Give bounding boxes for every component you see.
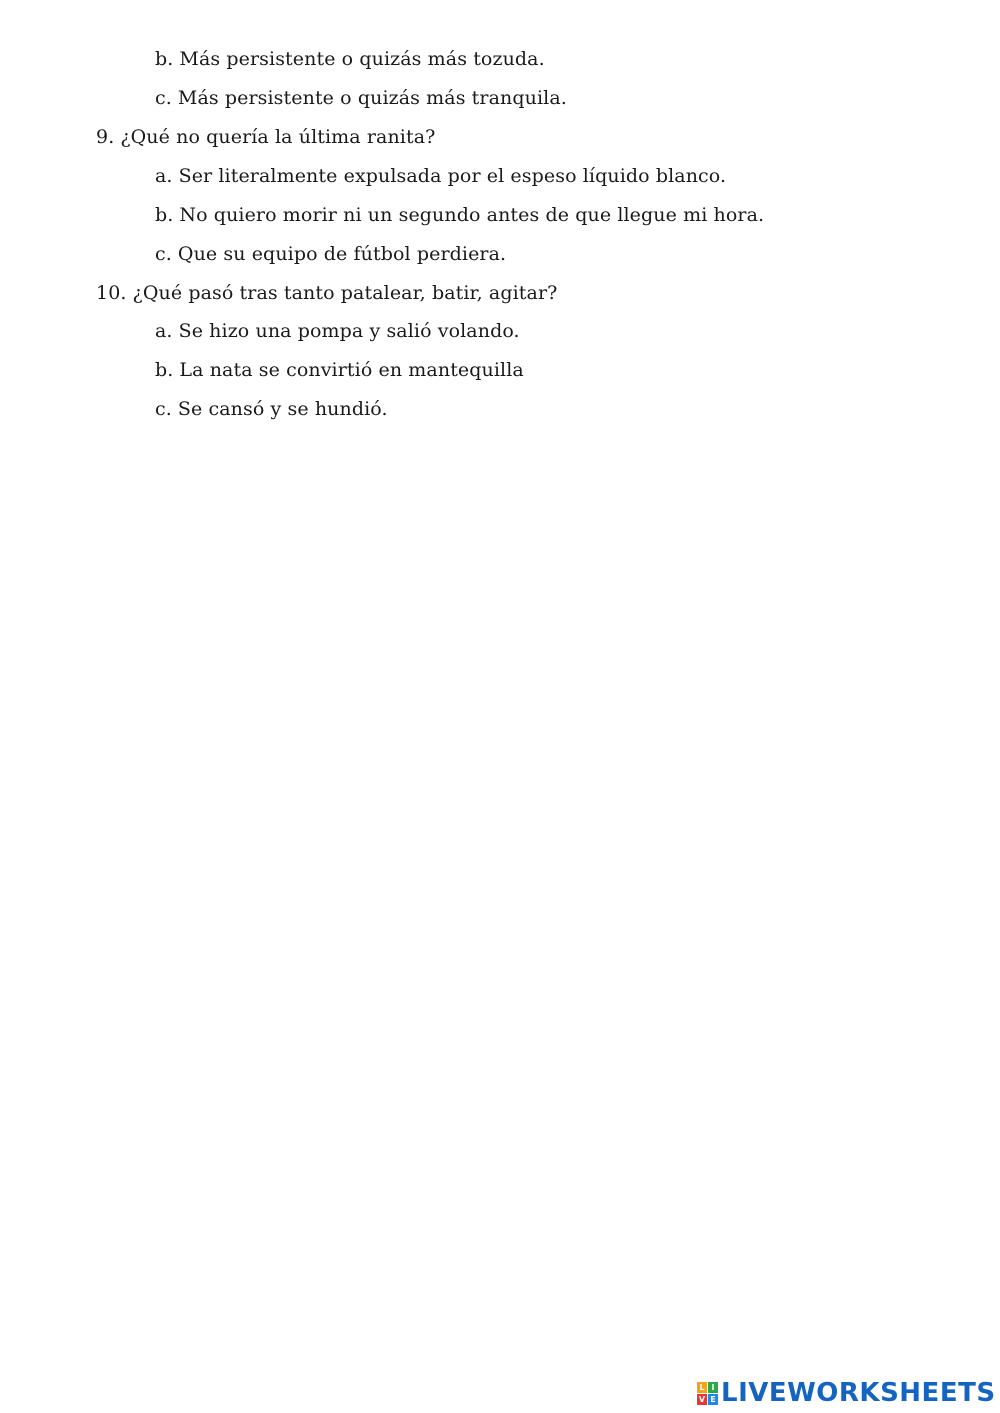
option-text: Que su equipo de fútbol perdiera. — [177, 243, 507, 265]
liveworksheets-logo — [697, 1378, 996, 1408]
option-8b[interactable] — [155, 47, 545, 71]
option-letter: c. — [155, 243, 172, 265]
option-letter: b. — [155, 48, 174, 70]
question-number: 10. — [96, 282, 127, 304]
logo-block: L — [697, 1382, 707, 1393]
option-letter: c. — [155, 87, 172, 109]
option-text: No quiero morir ni un segundo antes de que llegue mi hora. — [179, 204, 765, 226]
option-text: Se hizo una pompa y salió volando. — [178, 320, 520, 342]
option-text: Ser literalmente expulsada por el espeso líquido blanco. — [178, 165, 727, 187]
option-text: Se cansó y se hundió. — [177, 398, 388, 420]
option-10a[interactable] — [155, 319, 520, 343]
logo-block: I — [708, 1382, 718, 1393]
option-9c[interactable] — [155, 242, 506, 266]
option-10c[interactable] — [155, 397, 388, 421]
option-letter: a. — [155, 165, 173, 187]
option-letter: a. — [155, 320, 173, 342]
option-text: Más persistente o quizás más tozuda. — [179, 48, 545, 70]
option-9a[interactable] — [155, 164, 726, 188]
option-10b[interactable] — [155, 358, 524, 382]
logo-block: V — [698, 1394, 706, 1404]
option-9b[interactable] — [155, 203, 764, 227]
logo-block: E — [708, 1394, 718, 1405]
option-letter: c. — [155, 398, 172, 420]
question-number: 9. — [96, 126, 115, 148]
option-text: La nata se convirtió en mantequilla — [179, 359, 524, 381]
question-text: ¿Qué no quería la última ranita? — [120, 126, 436, 148]
option-8c[interactable] — [155, 86, 567, 110]
logo-blocks-icon — [697, 1382, 718, 1405]
option-text: Más persistente o quizás más tranquila. — [177, 87, 567, 109]
option-letter: b. — [155, 204, 174, 226]
question-10 — [96, 281, 557, 305]
question-text: ¿Qué pasó tras tanto patalear, batir, agitar? — [132, 282, 558, 304]
question-9 — [96, 125, 435, 149]
option-letter: b. — [155, 359, 174, 381]
logo-text: LIVEWORKSHEETS — [721, 1378, 996, 1408]
